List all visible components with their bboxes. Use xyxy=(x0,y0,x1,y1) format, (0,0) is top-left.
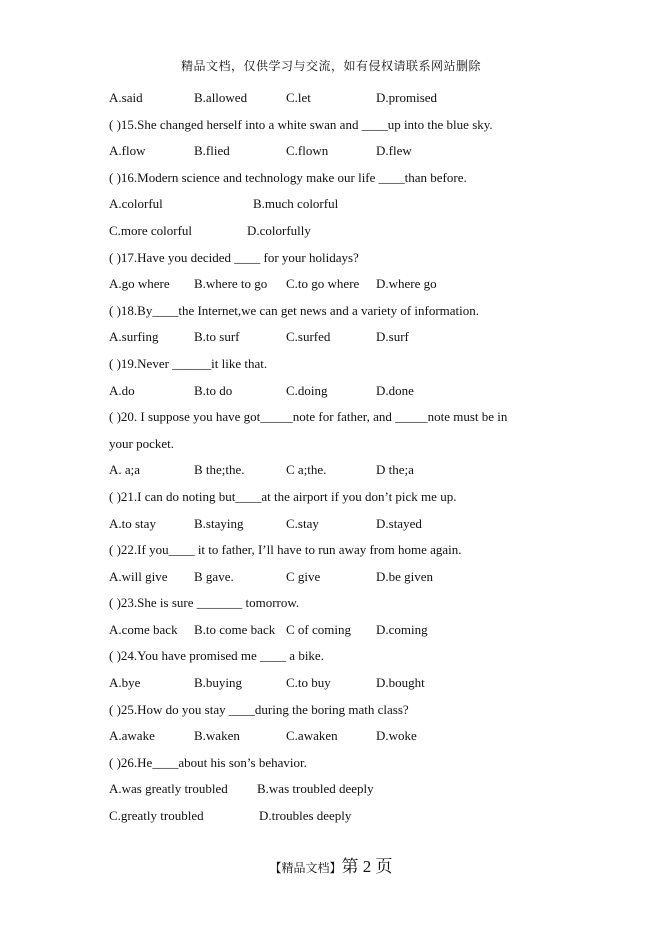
question-stem xyxy=(109,593,569,620)
answer-option: A.was greatly troubled xyxy=(109,781,228,797)
answer-option: B.waken xyxy=(194,728,240,744)
question-text: ( )21.I can do noting but____at the airport if you don’t pick me up. xyxy=(109,488,457,504)
answer-option: B.staying xyxy=(194,515,244,531)
answer-options xyxy=(109,460,569,487)
answer-option: B.to come back xyxy=(194,621,276,637)
question-stem xyxy=(109,168,569,195)
answer-option: A.will give xyxy=(109,568,168,584)
answer-option: D.be given xyxy=(376,568,434,584)
answer-options xyxy=(109,806,569,833)
answer-option: C.stay xyxy=(286,515,319,531)
answer-option: C give xyxy=(286,568,321,584)
answer-option: A.flow xyxy=(109,143,146,159)
footer-brand: 【精品文档】 xyxy=(269,861,342,875)
answer-option: C.flown xyxy=(286,143,329,159)
answer-option: A.said xyxy=(109,90,143,105)
answer-option: D.bought xyxy=(376,675,425,691)
question-text: ( )16.Modern science and technology make our life ____than before. xyxy=(109,169,467,185)
answer-options xyxy=(109,620,569,647)
question-text: ( )26.He____about his son’s behavior. xyxy=(109,754,307,770)
question-text: ( )20. I suppose you have got_____note for father, and _____note must be in xyxy=(109,409,508,425)
question-text: your pocket. xyxy=(109,435,174,451)
answer-option: D.surf xyxy=(376,329,409,345)
answer-option: D.troubles deeply xyxy=(259,808,352,824)
question-stem xyxy=(109,354,569,381)
answer-option: A.bye xyxy=(109,675,141,691)
answer-option: C of coming xyxy=(286,621,351,637)
answer-option: D.colorfully xyxy=(247,222,311,238)
answer-option: D.done xyxy=(376,382,414,398)
question-stem xyxy=(109,700,569,727)
question-stem xyxy=(109,115,569,142)
answer-option: B the;the. xyxy=(194,462,245,478)
question-stem xyxy=(109,301,569,328)
answer-option: A.awake xyxy=(109,728,155,744)
answer-option: A.to stay xyxy=(109,515,156,531)
question-stem xyxy=(109,248,569,275)
answer-options xyxy=(109,567,569,594)
answer-options xyxy=(109,726,569,753)
answer-option: B.to surf xyxy=(194,329,240,345)
question-stem xyxy=(109,487,569,514)
answer-option: D.coming xyxy=(376,621,428,637)
answer-option: D.stayed xyxy=(376,515,422,531)
answer-option: C.more colorful xyxy=(109,222,193,238)
answer-option: B gave. xyxy=(194,568,234,584)
answer-option: A.come back xyxy=(109,621,178,637)
question-stem xyxy=(109,753,569,780)
page-header-watermark: 精品文档，仅供学习与交流，如有侵权请联系网站删除 xyxy=(180,59,481,73)
answer-options xyxy=(109,514,569,541)
answer-option: A. a;a xyxy=(109,462,141,478)
answer-option: C.surfed xyxy=(286,329,331,345)
answer-options xyxy=(109,221,569,248)
question-stem xyxy=(109,407,569,434)
answer-option: C.awaken xyxy=(286,728,338,744)
question-text: ( )22.If you____ it to father, I’ll have to run away from home again. xyxy=(109,542,462,558)
question-text: ( )24.You have promised me ____ a bike. xyxy=(109,648,324,664)
answer-options xyxy=(109,327,569,354)
answer-option: B.buying xyxy=(194,675,243,691)
question-list xyxy=(109,88,569,833)
answer-options xyxy=(109,88,569,115)
question-text: ( )19.Never ______it like that. xyxy=(109,355,268,371)
answer-option: A.surfing xyxy=(109,329,159,345)
answer-options xyxy=(109,141,569,168)
answer-option: A.colorful xyxy=(109,196,163,212)
answer-option: C.to buy xyxy=(286,675,331,691)
answer-option: C.to go where xyxy=(286,276,360,292)
answer-option: C.let xyxy=(286,90,311,105)
answer-option: A.do xyxy=(109,382,135,398)
page-footer xyxy=(0,852,662,877)
question-text: ( )15.She changed herself into a white swan and ____up into the blue sky. xyxy=(109,116,493,132)
question-stem xyxy=(109,434,569,461)
question-text: ( )17.Have you decided ____ for your holidays? xyxy=(109,249,359,265)
question-text: ( )23.She is sure _______ tomorrow. xyxy=(109,595,300,611)
answer-options xyxy=(109,381,569,408)
answer-option: B.where to go xyxy=(194,276,268,292)
answer-option: B.flied xyxy=(194,143,230,159)
answer-options xyxy=(109,194,569,221)
answer-option: D.where go xyxy=(376,276,437,292)
answer-option: B.was troubled deeply xyxy=(257,781,374,797)
answer-options xyxy=(109,673,569,700)
question-stem xyxy=(109,646,569,673)
answer-option: B.much colorful xyxy=(253,196,339,212)
question-text: ( )18.By____the Internet,we can get news and a variety of information. xyxy=(109,302,480,318)
answer-option: D.woke xyxy=(376,728,417,744)
answer-option: B.allowed xyxy=(194,90,248,105)
answer-option: D the;a xyxy=(376,462,414,478)
question-text: ( )25.How do you stay ____during the boring math class? xyxy=(109,701,409,717)
answer-option: D.promised xyxy=(376,90,438,105)
question-stem xyxy=(109,540,569,567)
answer-option: C.doing xyxy=(286,382,328,398)
answer-option: C a;the. xyxy=(286,462,327,478)
answer-option: A.go where xyxy=(109,276,170,292)
page-number: 第 2 页 xyxy=(341,857,393,876)
answer-option: D.flew xyxy=(376,143,412,159)
answer-options xyxy=(109,779,569,806)
answer-option: B.to do xyxy=(194,382,233,398)
answer-options xyxy=(109,274,569,301)
answer-option: C.greatly troubled xyxy=(109,808,204,824)
